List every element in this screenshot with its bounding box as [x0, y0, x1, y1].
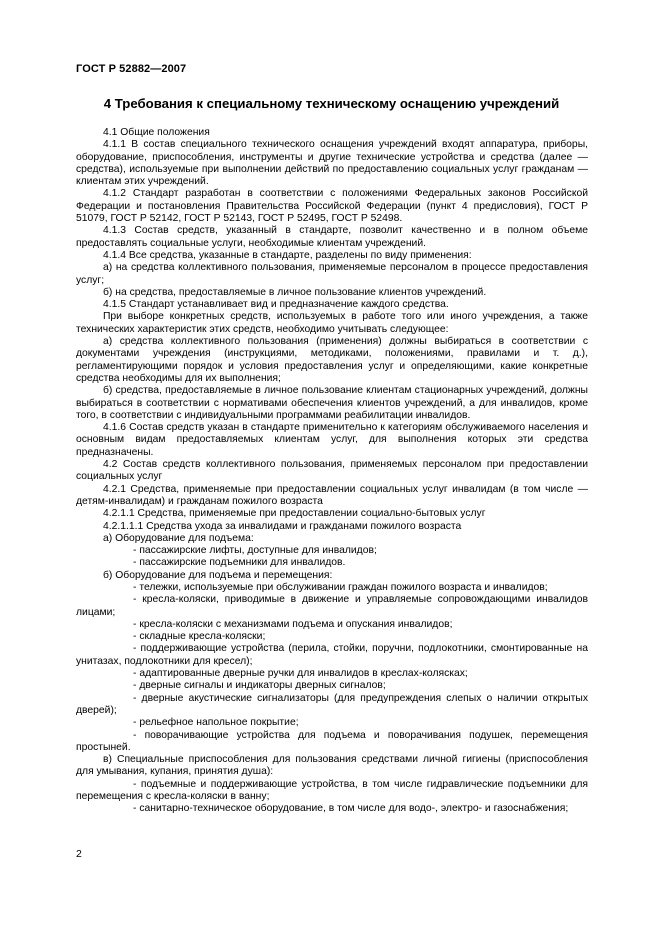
list-item: - поддерживающие устройства (перила, стойки, поручни, подлокотники, смонтированные на унитазах, подлокотники для кресел);	[76, 643, 588, 667]
list-item: - пассажирские подъемники для инвалидов.	[133, 557, 346, 569]
paragraph: 4.1.6 Состав средств указан в стандарте применительно к категориям обслуживаемого населения и основным видам предоставляемых клиентам услуг, для выполнения которых эти средства предназначены.	[76, 422, 588, 458]
paragraph: 4.2.1 Средства, применяемые при предоставлении социальных услуг инвалидам (в том числе — детям-инвалидам) и гражданам пожилого возраста	[76, 483, 588, 507]
section-title: 4 Требования к специальному техническому оснащению учреждений	[103, 96, 560, 111]
paragraph: 4.1.2 Стандарт разработан в соответствии с положениями Федеральных законов Российской Федерации и постановления Правительства Российской Федерации (пункт 4 предисловия), ГОСТ Р 51079, ГОСТ Р 52142, ГОСТ Р 52143, ГОСТ Р 52495, ГОСТ Р 52498.	[76, 188, 588, 225]
list-item: - подъемные и поддерживающие устройства, в том числе гидравлические подъемники для перемещения с кресла-коляски в ванну;	[76, 778, 588, 803]
list-heading: а) Оборудование для подъема:	[103, 532, 254, 544]
list-item: - кресла-коляски, приводимые в движение и управляемые сопровождающими инвалидов лицами;	[76, 594, 588, 618]
paragraph: 4.1.1 В состав специального технического оснащения учреждений входят аппаратура, приборы, оборудование, приспособления, инструменты и другие технические устройства и средства (далее — средства), используемые при выполнении действий по предоставлению социальных услуг гражданам — клиентам этих учреждений.	[76, 139, 588, 188]
document-body	[76, 127, 588, 816]
paragraph: 4.2 Состав средств коллективного пользования, применяемых персоналом при предоставлении социальных услуг	[76, 459, 588, 483]
paragraph: а) средства коллективного пользования (применения) должны выбираться в соответствии с документами учреждения (инструкциями, методиками, положениями, правилами и т. д.), регламентирующими порядок и условия предоставления услуг и определяющими, какие конкретные средства необходимы для их выполнения;	[76, 336, 588, 384]
list-heading: б) Оборудование для подъема и перемещения:	[103, 569, 333, 581]
document-code-header: ГОСТ Р 52882—2007	[76, 63, 187, 75]
paragraph: 4.2.1.1 Средства, применяемые при предоставлении социально-бытовых услуг	[103, 508, 486, 520]
paragraph: б) на средства, предоставляемые в личное пользование клиентов учреждений.	[103, 286, 487, 298]
paragraph: 4.1.4 Все средства, указанные в стандарте, разделены по виду применения:	[103, 249, 472, 261]
paragraph: 4.2.1.1.1 Средства ухода за инвалидами и гражданами пожилого возраста	[103, 520, 462, 532]
list-item: - пассажирские лифты, доступные для инвалидов;	[133, 545, 377, 557]
list-item: - складные кресла-коляски;	[133, 631, 266, 643]
list-item: - тележки, используемые при обслуживании граждан пожилого возраста и инвалидов;	[133, 581, 548, 593]
paragraph: а) на средства коллективного пользования, применяемые персоналом в процессе предоставления услуг;	[76, 262, 588, 286]
list-item: - дверные сигналы и индикаторы дверных сигналов;	[133, 680, 386, 692]
paragraph: 4.1.5 Стандарт устанавливает вид и предназначение каждого средства.	[103, 299, 449, 311]
paragraph: При выборе конкретных средств, используемых в работе того или иного учреждения, а также технических характеристик этих средств, необходимо учитывать следующее:	[76, 311, 588, 335]
list-item: - санитарно-техническое оборудование, в том числе для водо-, электро- и газоснабжения;	[133, 803, 569, 815]
paragraph: 4.1.3 Состав средств, указанный в стандарте, позволит качественно и в полном объеме предоставлять социальные услуги, необходимые клиентам учреждений.	[76, 225, 588, 249]
list-item: - кресла-коляски с механизмами подъема и опускания инвалидов;	[133, 618, 453, 630]
list-item: - дверные акустические сигнализаторы (для предупреждения слепых о наличии открытых дверей);	[76, 692, 588, 716]
list-item: - рельефное напольное покрытие;	[133, 717, 299, 729]
list-item: - адаптированные дверные ручки для инвалидов в креслах-колясках;	[133, 668, 468, 680]
paragraph: б) средства, предоставляемые в личное пользование клиентам стационарных учреждений, должны выбираться в соответствии с нормативами обеспечения клиентов учреждений, а для инвалидов, кроме того, в соответствии с индивидуальными программами реабилитации инвалидов.	[76, 385, 588, 421]
list-item: - поворачивающие устройства для подъема и поворачивания подушек, перемещения простыней.	[76, 729, 588, 753]
paragraph: 4.1 Общие положения	[103, 127, 210, 138]
list-heading: в) Специальные приспособления для пользования средствами личной гигиены (приспособления для умывания, купания, принятия душа):	[76, 754, 588, 778]
page-number: 2	[76, 848, 82, 860]
